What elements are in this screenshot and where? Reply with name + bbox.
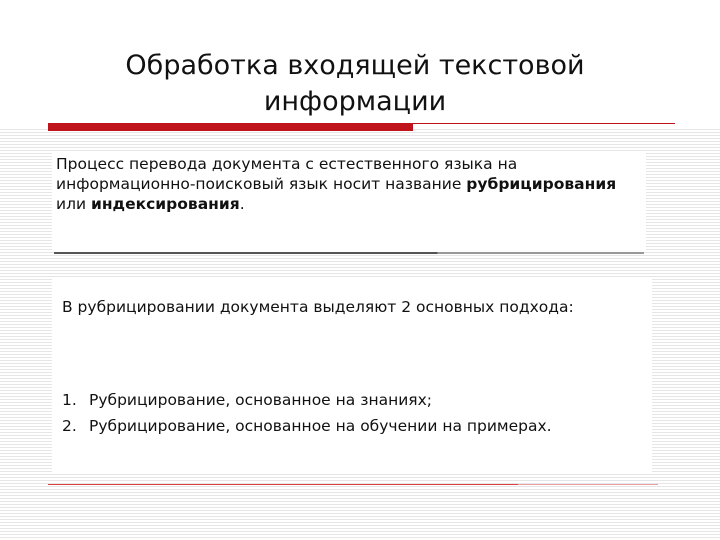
list-item-text: Рубрицирование, основанное на обучении на примерах. [89,417,552,435]
slide-title: Обработка входящей текстовой информации [125,50,585,117]
title-accent-line [413,123,675,124]
definition-text-after: . [239,195,245,213]
approaches-intro: В рубрицировании документа выделяют 2 основных подхода: [62,298,574,316]
term-rubrication: рубрицирования [466,175,617,193]
definition-connector: или [56,195,91,213]
list-item-text: Рубрицирование, основанное на знаниях; [89,391,432,409]
definition-paragraph [56,154,636,214]
list-item-number: 1. [62,391,77,409]
list-item [62,416,602,436]
section-divider [54,252,644,254]
term-indexing: индексирования [90,195,240,213]
footer-line-faded [518,484,658,485]
title-accent-bar [48,123,413,131]
footer-line [48,484,518,485]
approaches-list [62,390,602,442]
definition-text-before: Процесс перевода документа с естественного языка на информационно-поисковый язык носит название [56,155,518,193]
list-item [62,390,602,410]
list-item-number: 2. [62,417,77,435]
